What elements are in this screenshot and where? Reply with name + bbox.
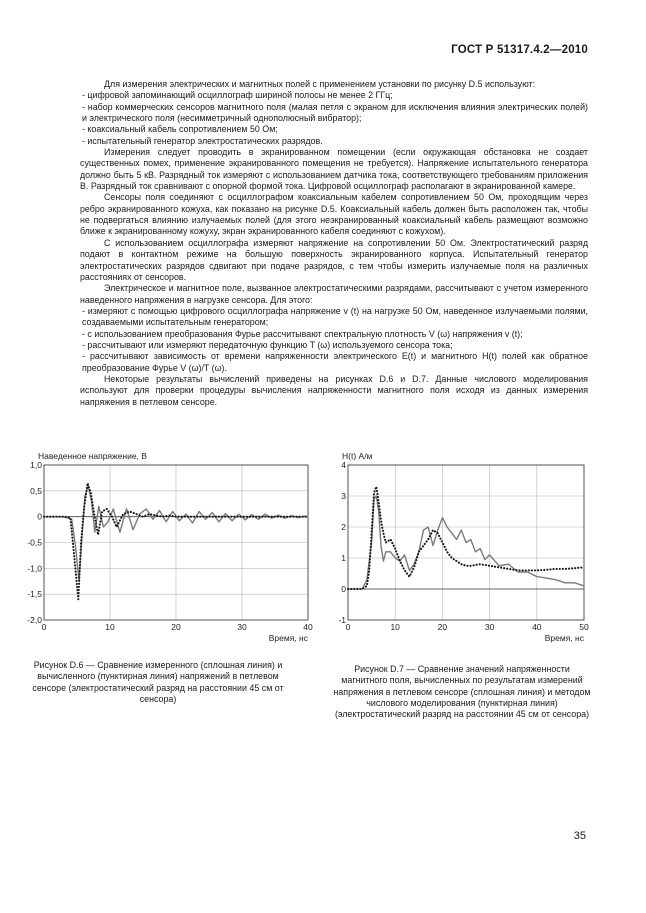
- paragraph: Для измерения электрических и магнитных полей с применением установки по рисунку D.5 используют:: [104, 79, 536, 89]
- paragraph: Электрическое и магнитное поле, вызванное электростатическими разрядами, рассчитывают с учетом измеренного наведенного напряжения в нагрузке сенсора. Для этого:: [80, 283, 588, 305]
- chart-d7: [336, 447, 606, 652]
- page-number: 35: [573, 830, 586, 842]
- paragraph: Измерения следует проводить в экранированном помещении (если окружающая обстановка не создает существенных помех, применение экранированного помещения не требуется). Напряжение испытательного генератора должно быть 5 кВ. Разрядный ток измеряют с использованием датчика тока, соответствующего требованиям приложения В. Разрядный ток сравнивают с опорной формой тока. Цифровой осциллограф располагают в экранированной камере.: [80, 147, 588, 192]
- x-tick-label: 10: [105, 622, 115, 632]
- x-tick-label: 20: [171, 622, 181, 632]
- y-tick-label: -0,5: [27, 537, 42, 548]
- y-tick-label: 1,0: [30, 460, 42, 470]
- paragraph: Некоторые результаты вычислений приведены на рисунках D.6 и D.7. Данные числового моделирования используют для проверки процедуры вычисления напряженности магнитного поля исходя из данных измерения напряжения в петлевом сенсоре.: [80, 373, 588, 407]
- paragraph: С использованием осциллографа измеряют напряжение на сопротивлении 50 Ом. Электростатический разряд подают в контактном режиме на большую поверхность экранированного корпуса. Испытательный генератор электростатических разрядов сдвигают при подаче разрядов, с тем чтобы измерить излучаемые поля на различных расстояниях от сенсоров.: [80, 237, 588, 282]
- paragraph: - испытательный генератор электростатических разрядов.: [82, 135, 323, 146]
- paragraph: Сенсоры поля соединяют с осциллографом коаксиальным кабелем сопротивлением 50 Ом, проходящим через ребро экранированного кожуха, как показано на рисунке D.5. Коаксиальный кабель должен быть расположен так, чтобы не подвергаться влиянию излучаемых полей (для этого неэкранированный коаксиальный кабель размещают возможно ближе к экранированному кожуху, экран экранированного кабеля соединяют с кожухом).: [80, 192, 588, 237]
- y-axis-label: Наведенное напряжение, В: [38, 451, 147, 461]
- paragraph: - с использованием преобразования Фурье рассчитывают спектральную плотность V (ω) напряжения v (t);: [82, 328, 523, 339]
- x-tick-label: 10: [390, 622, 400, 632]
- series-dotted-line: [348, 487, 584, 589]
- x-axis-label: Время, нс: [268, 633, 308, 643]
- figure-d6: [27, 447, 320, 652]
- y-tick-label: -2,0: [27, 615, 42, 625]
- y-axis-label: H(t) А/м: [342, 451, 373, 461]
- y-tick-label: 4: [341, 460, 346, 470]
- x-tick-label: 40: [303, 622, 313, 632]
- series-solid-line: [348, 496, 584, 589]
- y-tick-label: 0,5: [30, 485, 42, 496]
- chart-d6: [27, 447, 320, 652]
- figure-d7: [336, 447, 606, 652]
- x-tick-label: 20: [437, 622, 448, 632]
- x-tick-label: 30: [484, 622, 495, 632]
- document-header: ГОСТ Р 51317.4.2—2010: [451, 44, 588, 56]
- y-tick-label: 1: [341, 553, 346, 563]
- x-tick-label: 40: [532, 622, 542, 632]
- body-text: [80, 79, 588, 408]
- y-tick-label: -1,5: [27, 589, 42, 600]
- x-tick-label: 50: [579, 622, 589, 632]
- y-tick-label: 2: [341, 522, 346, 532]
- paragraph: - коаксиальный кабель сопротивлением 50 Ом;: [82, 124, 278, 135]
- y-tick-label: 0: [341, 584, 346, 594]
- chart-grid: [44, 465, 308, 620]
- y-tick-label: -1: [338, 615, 346, 625]
- paragraph: - набор коммерческих сенсоров магнитного поля (малая петля с экраном для исключения влияния электрических полей) и электрического поля (несимметричный однополюсный вибратор);: [82, 101, 588, 124]
- y-tick-label: 3: [341, 491, 346, 501]
- y-tick-label: 0: [37, 511, 42, 522]
- paragraph: - цифровой запоминающий осциллограф шириной полосы не менее 2 ГГц;: [82, 90, 393, 101]
- caption-d7: Рисунок D.7 — Сравнение значений напряженности магнитного поля, вычисленных по результатам измерений напряжения в петлевом сенсоре (сплошная линия) и методом числового моделирования (пунктирная линия) (электростатический разряд на расстоянии 45 см от сенсора): [333, 664, 591, 720]
- x-tick-label: 0: [41, 622, 47, 632]
- x-tick-label: 30: [237, 622, 247, 632]
- caption-d6: Рисунок D.6 — Сравнение измеренного (сплошная линия) и вычисленного (пунктирная линия) напряжений в петлевом сенсоре (электростатический разряд на расстоянии 45 см от сенсора): [32, 660, 284, 704]
- x-tick-label: 0: [345, 622, 351, 632]
- x-axis-label: Время, нс: [544, 633, 584, 643]
- paragraph: - рассчитывают зависимость от времени напряженности электрического E(t) и магнитного H(t) полей как обратное преобразование Фурье V (ω)/T (ω).: [82, 351, 588, 373]
- paragraph: - рассчитывают или измеряют передаточную функцию T (ω) используемого сенсора тока;: [82, 339, 453, 350]
- y-tick-label: -1,0: [27, 563, 42, 574]
- paragraph: - измеряют с помощью цифрового осциллографа напряжение v (t) на нагрузке 50 Ом, наведенное излучаемыми полями, создаваемыми испытательным генератором;: [82, 305, 588, 328]
